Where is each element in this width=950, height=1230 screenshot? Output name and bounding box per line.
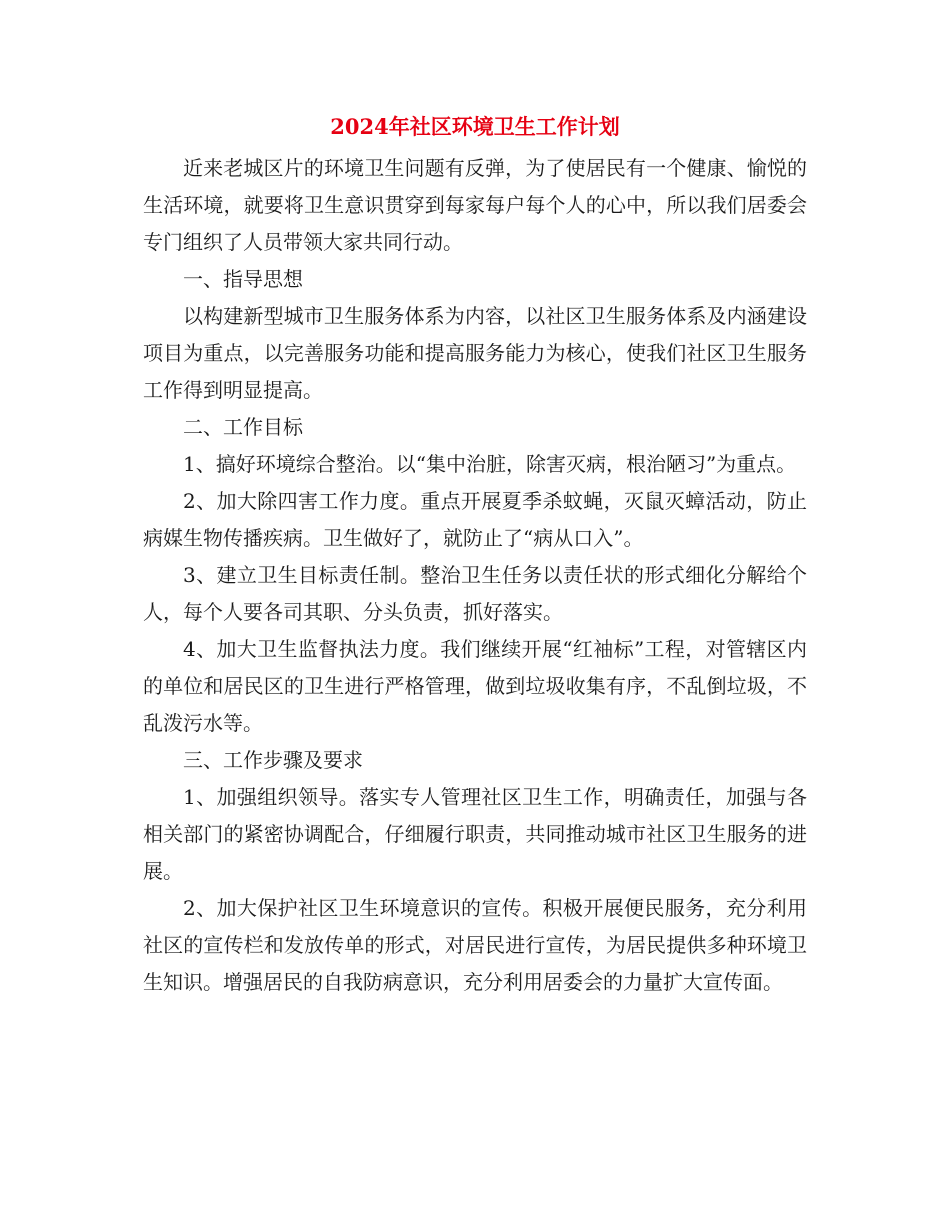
paragraph-goal-2: 2、加大除四害工作力度。重点开展夏季杀蚊蝇，灭鼠灭蟑活动，防止病媒生物传播疾病。卫生做好了，就防止了“病从口入”。: [143, 489, 807, 550]
paragraph-goal-3: 3、建立卫生目标责任制。整治卫生任务以责任状的形式细化分解给个人，每个人要各司其职、分头负责，抓好落实。: [143, 563, 807, 624]
section-heading-2: 二、工作目标: [183, 415, 303, 439]
document-title: 2024年社区环境卫生工作计划: [330, 114, 620, 139]
paragraph-goal-4: 4、加大卫生监督执法力度。我们继续开展“红袖标”工程，对管辖区内的单位和居民区的卫生进行严格管理，做到垃圾收集有序，不乱倒垃圾，不乱泼污水等。: [143, 637, 807, 735]
section-heading-1: 一、指导思想: [183, 267, 303, 291]
paragraph-step-1: 1、加强组织领导。落实专人管理社区卫生工作，明确责任，加强与各相关部门的紧密协调配合，仔细履行职责，共同推动城市社区卫生服务的进展。: [143, 785, 807, 883]
paragraph-intro: 近来老城区片的环境卫生问题有反弹，为了使居民有一个健康、愉悦的生活环境，就要将卫生意识贯穿到每家每户每个人的心中，所以我们居委会专门组织了人员带领大家共同行动。: [143, 156, 807, 254]
paragraph-step-2: 2、加大保护社区卫生环境意识的宣传。积极开展便民服务，充分利用社区的宣传栏和发放传单的形式，对居民进行宣传，为居民提供多种环境卫生知识。增强居民的自我防病意识，充分利用居委会的力量扩大宣传面。: [143, 896, 807, 994]
paragraph-goal-1: 1、搞好环境综合整治。以“集中治脏，除害灭病，根治陋习”为重点。: [183, 452, 797, 476]
section-heading-3: 三、工作步骤及要求: [183, 748, 363, 772]
paragraph-guiding-thought: 以构建新型城市卫生服务体系为内容，以社区卫生服务体系及内涵建设项目为重点，以完善服务功能和提高服务能力为核心，使我们社区卫生服务工作得到明显提高。: [143, 304, 807, 402]
document-body: [143, 150, 807, 1001]
